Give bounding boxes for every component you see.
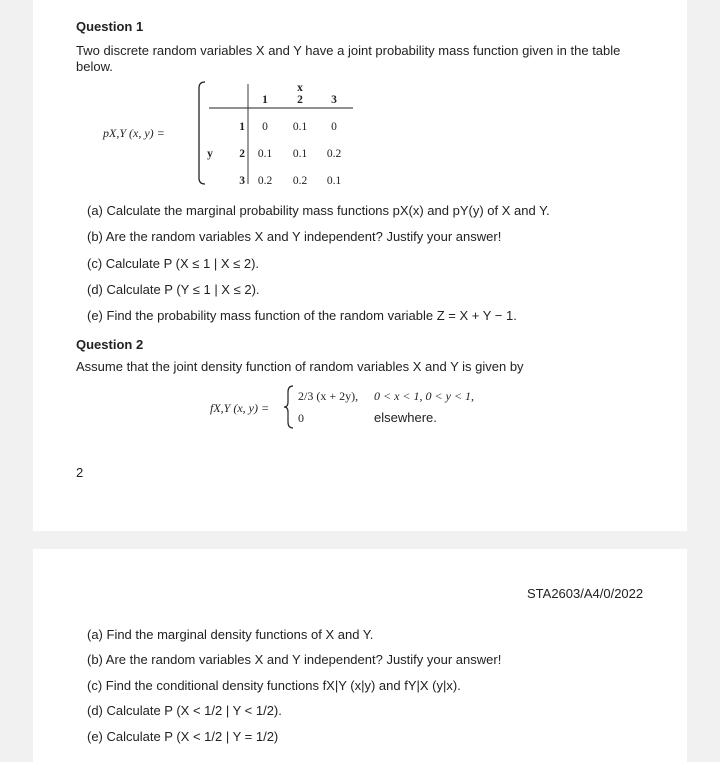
question-1-title: Question 1	[76, 19, 144, 34]
question-2-title: Question 2	[76, 337, 144, 352]
density-case-2-condition: elsewhere.	[374, 410, 437, 425]
density-case-1-condition: 0 < x < 1, 0 < y < 1,	[374, 389, 475, 403]
document-page-2	[33, 549, 687, 762]
density-case-2-expression: 0	[298, 411, 304, 425]
table-y-value: 3	[239, 175, 245, 187]
question-1-part-e: (e) Find the probability mass function of the random variable Z = X + Y − 1.	[87, 308, 517, 323]
question-2-part-d: (d) Calculate P (X < 1/2 | Y < 1/2).	[87, 703, 282, 718]
table-x-value: 1	[262, 94, 268, 106]
question-1-intro-line-1: Two discrete random variables X and Y have a joint probability mass function given in the table	[76, 43, 621, 58]
table-y-value: 2	[239, 148, 245, 160]
question-2-part-e: (e) Calculate P (X < 1/2 | Y = 1/2)	[87, 729, 279, 744]
question-1-part-b: (b) Are the random variables X and Y independent? Justify your answer!	[87, 229, 502, 244]
question-1-intro-line-2: below.	[76, 59, 113, 74]
table-cell: 0.1	[326, 175, 342, 187]
table-x-value: 3	[331, 94, 337, 106]
table-y-value: 1	[239, 121, 245, 133]
table-cell: 0.1	[292, 148, 308, 160]
table-cell: 0	[331, 121, 337, 133]
table-x-value: 2	[297, 94, 303, 106]
table-cell: 0.2	[326, 148, 342, 160]
pmf-label: pX,Y (x, y) =	[103, 126, 165, 140]
density-label: fX,Y (x, y) =	[210, 401, 270, 415]
table-cell: 0.2	[292, 175, 308, 187]
question-1-part-d: (d) Calculate P (Y ≤ 1 | X ≤ 2).	[87, 282, 260, 297]
table-x-label: x	[297, 82, 303, 94]
density-case-1-expression: 2/3 (x + 2y),	[298, 389, 359, 403]
joint-pmf-table	[195, 78, 355, 188]
question-1-part-a: (a) Calculate the marginal probability mass functions pX(x) and pY(y) of X and Y.	[87, 203, 550, 218]
table-y-label: y	[207, 148, 213, 160]
table-cell: 0.1	[292, 121, 308, 133]
question-2-part-b: (b) Are the random variables X and Y independent? Justify your answer!	[87, 652, 502, 667]
question-2-part-a: (a) Find the marginal density functions of X and Y.	[87, 627, 374, 642]
table-cell: 0	[262, 121, 268, 133]
question-2-intro: Assume that the joint density function of random variables X and Y is given by	[76, 359, 524, 374]
document-page-1	[33, 0, 687, 531]
header-code: STA2603/A4/0/2022	[527, 586, 644, 601]
page-number: 2	[76, 465, 84, 480]
question-2-part-c: (c) Find the conditional density functions fX|Y (x|y) and fY|X (y|x).	[87, 678, 461, 693]
density-brace	[283, 384, 295, 430]
table-cell: 0.2	[257, 175, 273, 187]
table-cell: 0.1	[257, 148, 273, 160]
question-1-part-c: (c) Calculate P (X ≤ 1 | X ≤ 2).	[87, 256, 260, 271]
